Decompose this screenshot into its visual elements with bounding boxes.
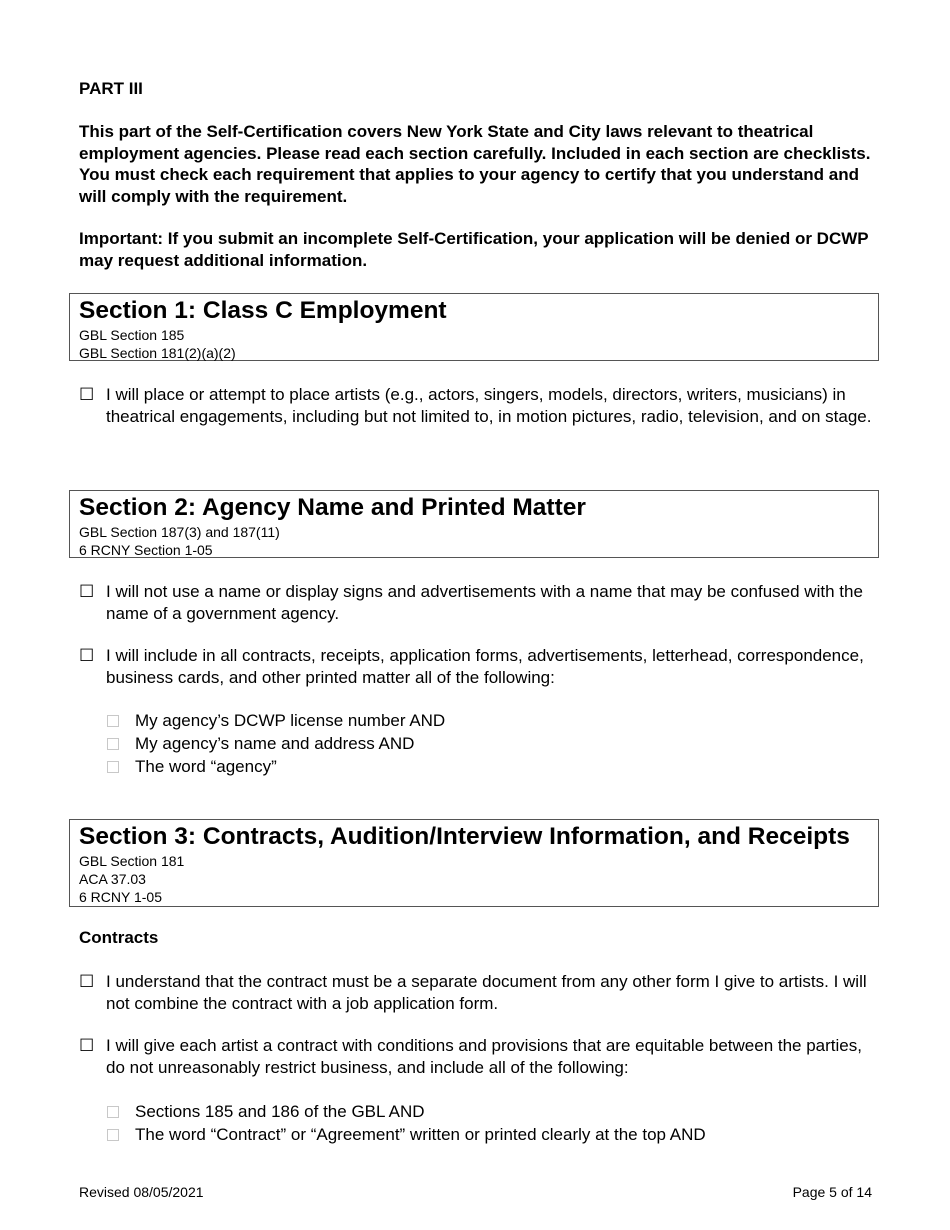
intro-paragraph: This part of the Self-Certification covers New York State and City laws relevant to theatrical employment agencies. Please read each section carefully. Included in each section are checklists. You must check each requirement that applies to your agency to certify that you understand and will comply with the requirement. [79, 122, 871, 206]
section-title: Section 3: Contracts, Audition/Interview Information, and Receipts [79, 823, 850, 850]
sub-checkbox[interactable] [107, 761, 119, 773]
checklist-item [79, 1035, 879, 1078]
checkbox[interactable]: ☐ [79, 1036, 95, 1055]
section-2-header [69, 490, 879, 558]
section-reference: GBL Section 181(2)(a)(2) [79, 345, 236, 361]
checklist-item-text: I will give each artist a contract with conditions and provisions that are equitable between the parties, do not unreasonably restrict business, and include all of the following: [106, 1036, 862, 1077]
sub-checklist-item [107, 732, 414, 755]
checklist-item-text: I will not use a name or display signs and advertisements with a name that may be confused with the name of a government agency. [106, 582, 863, 623]
checklist-item-text: I understand that the contract must be a separate document from any other form I give to artists. I will not combine the contract with a job application form. [106, 972, 867, 1013]
checkbox[interactable]: ☐ [79, 646, 95, 665]
revision-date: Revised 08/05/2021 [79, 1184, 204, 1200]
sub-item-text: My agency’s DCWP license number AND [135, 711, 446, 730]
sub-checkbox[interactable] [107, 738, 119, 750]
checkbox[interactable]: ☐ [79, 582, 95, 601]
section-3-header [69, 819, 879, 907]
important-notice: Important: If you submit an incomplete Self-Certification, your application will be denied or DCWP may request additional information. [79, 229, 869, 270]
checklist-item [79, 581, 879, 624]
section-reference: GBL Section 187(3) and 187(11) [79, 524, 280, 540]
page-number: Page 5 of 14 [792, 1184, 872, 1200]
checklist-item [79, 384, 879, 427]
sub-item-text: The word “agency” [135, 757, 277, 776]
section-reference: ACA 37.03 [79, 871, 146, 887]
sub-checklist-item [107, 709, 445, 732]
checkbox[interactable]: ☐ [79, 972, 95, 991]
sub-checkbox[interactable] [107, 1106, 119, 1118]
section-title: Section 2: Agency Name and Printed Matter [79, 494, 586, 521]
section-reference: 6 RCNY Section 1-05 [79, 542, 213, 558]
sub-item-text: My agency’s name and address AND [135, 734, 415, 753]
part-title: PART III [79, 79, 143, 98]
checklist-item [79, 971, 879, 1014]
checklist-item-text: I will place or attempt to place artists (e.g., actors, singers, models, directors, writers, musicians) in theatrical engagements, including but not limited to, in motion pictures, radio, television, and on stage. [106, 385, 872, 426]
sub-checkbox[interactable] [107, 1129, 119, 1141]
sub-checkbox[interactable] [107, 715, 119, 727]
section-title: Section 1: Class C Employment [79, 297, 447, 324]
checklist-item [79, 645, 879, 688]
checkbox[interactable]: ☐ [79, 385, 95, 404]
sub-checklist-item [107, 1100, 425, 1123]
sub-checklist-item [107, 1123, 706, 1146]
section-reference: GBL Section 181 [79, 853, 185, 869]
section-reference: 6 RCNY 1-05 [79, 889, 163, 905]
section-1-header [69, 293, 879, 361]
contracts-subheading: Contracts [79, 928, 159, 947]
sub-item-text: The word “Contract” or “Agreement” written or printed clearly at the top AND [135, 1125, 706, 1144]
sub-item-text: Sections 185 and 186 of the GBL AND [135, 1102, 425, 1121]
checklist-item-text: I will include in all contracts, receipts, application forms, advertisements, letterhead, correspondence, business cards, and other printed matter all of the following: [106, 646, 864, 687]
section-reference: GBL Section 185 [79, 327, 185, 343]
sub-checklist-item [107, 755, 277, 778]
